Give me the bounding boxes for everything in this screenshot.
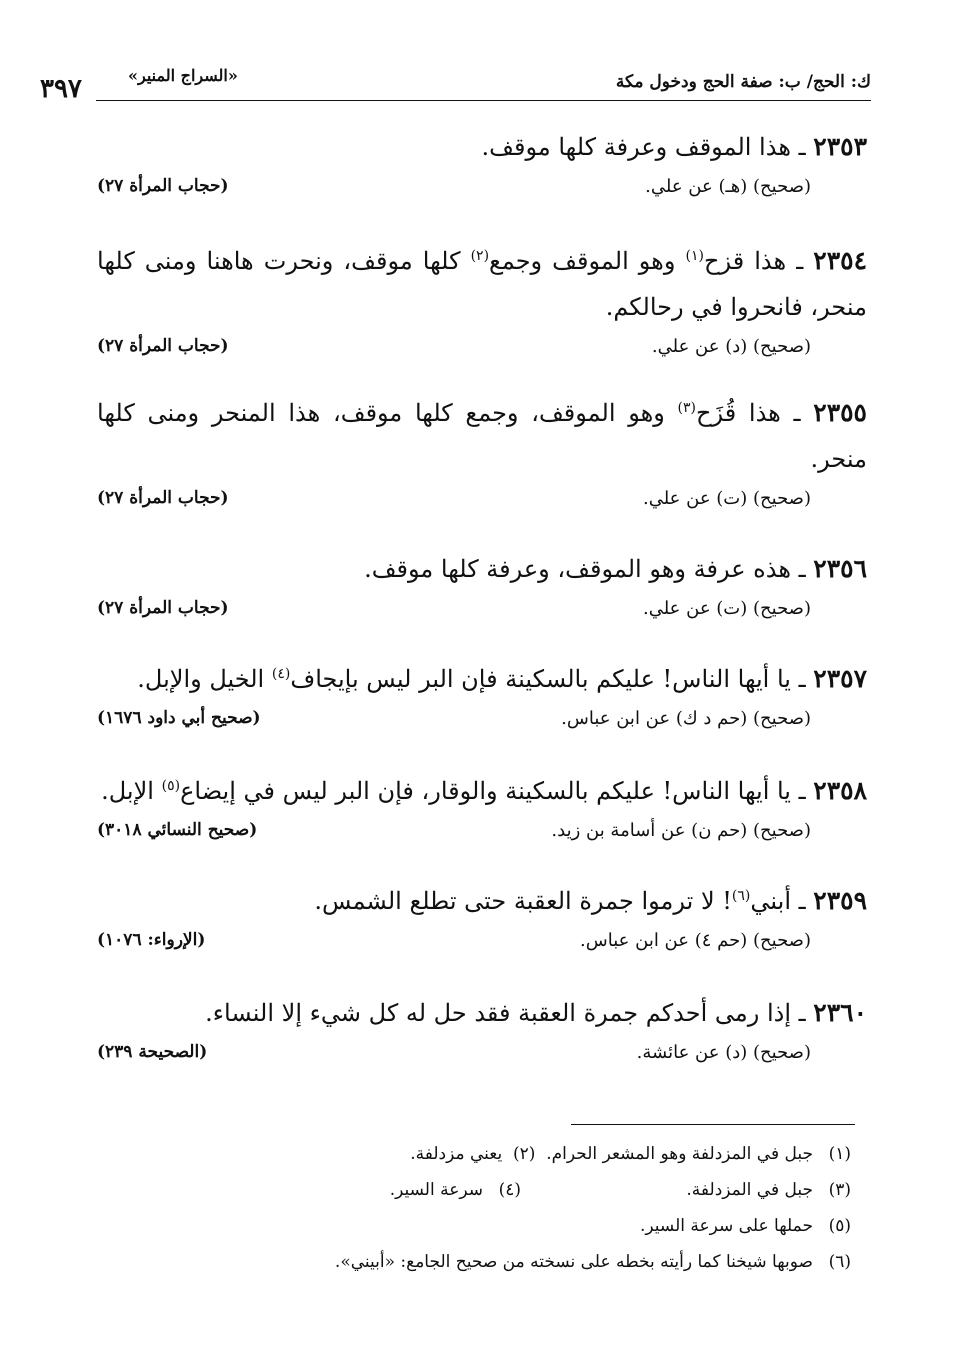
footnote-ref: (٣) (677, 400, 697, 416)
hadith-grade: (صحيح) (د) عن عائشة. (636, 1042, 811, 1063)
hadith-meta (97, 336, 867, 370)
page-number: ٣٩٧ (40, 74, 82, 104)
hadith-source: (الإرواء: ١٠٧٦) (97, 930, 206, 950)
hadith-source: (حجاب المرأة ٢٧) (97, 488, 229, 508)
footnote-number: (١) (828, 1144, 851, 1164)
footnote-number: (٣) (828, 1180, 851, 1200)
hadith-grade: (صحيح) (حم د ك) عن ابن عباس. (561, 708, 811, 729)
hadith-number: ٢٣٥٣ (813, 132, 867, 161)
hadith-entry (97, 124, 867, 210)
footnote-ref: (٤) (271, 666, 291, 682)
hadith-meta (97, 930, 867, 964)
footnote-number: (٦) (828, 1252, 851, 1272)
footnote-ref: (١) (685, 248, 704, 264)
hadith-body: هذا قزح (703, 247, 787, 275)
footnote-line (131, 1136, 851, 1172)
hadith-source: (حجاب المرأة ٢٧) (97, 176, 229, 196)
hadith-body: وهو الموقف وجمع (489, 247, 686, 275)
hadith-text: ٢٣٥٧ ـ يا أيها الناس! عليكم بالسكينة فإن البر ليس بإيجاف$^{(٤)}$ الخيل والإبل. (137, 664, 867, 693)
hadith-meta (97, 488, 867, 522)
hadith-entry (97, 656, 867, 742)
hadith-number: ٢٣٥٧ (813, 664, 867, 693)
hadith-number: ٢٣٥٨ (813, 776, 867, 805)
hadith-body: كلها موقف، ونحرت هاهنا ومنى كلها منحر، فانحروا في رحالكم. (97, 247, 867, 321)
hadith-entry (97, 546, 867, 632)
hadith-text: ٢٣٥٦ ـ هذه عرفة وهو الموقف، وعرفة كلها موقف. (364, 554, 867, 583)
hadith-grade: (صحيح) (د) عن علي. (651, 336, 811, 357)
footnote-number: (٢) (513, 1144, 536, 1164)
footnote-text: حملها على سرعة السير. (640, 1216, 813, 1236)
footnote-ref: (٦) (731, 888, 751, 904)
hadith-body: إذا رمى أحدكم جمرة العقبة فقد حل له كل شيء إلا النساء. (205, 999, 791, 1027)
hadith-meta (97, 598, 867, 632)
hadith-source: (صحيح أبي داود ١٦٧٦) (97, 708, 261, 728)
footnote-ref: (٥) (161, 778, 181, 794)
hadith-grade: (صحيح) (حم ن) عن أسامة بن زيد. (551, 820, 811, 841)
hadith-grade: (صحيح) (ت) عن علي. (642, 488, 811, 509)
hadith-body: وهو الموقف، وجمع كلها موقف، هذا المنحر ومنى كلها منحر. (97, 399, 867, 473)
hadith-meta (97, 176, 867, 210)
hadith-meta (97, 820, 867, 854)
footnote-text: سرعة السير. (389, 1180, 483, 1200)
hadith-meta (97, 1042, 867, 1076)
hadith-meta (97, 708, 867, 742)
hadith-body: هذه عرفة وهو الموقف، وعرفة كلها موقف. (364, 555, 791, 583)
footnote-ref: (٢) (470, 248, 490, 264)
hadith-entry (97, 768, 867, 854)
hadith-body: ! لا ترموا جمرة العقبة حتى تطلع الشمس. (314, 887, 732, 915)
hadith-text: ٢٣٥٤ ـ هذا قزح$^{(١)}$ وهو الموقف وجمع$^{(٢)}$ كلها موقف، ونحرت هاهنا ومنى كلها منحر، فانحروا في رحالكم. (97, 246, 867, 321)
footnote-line (131, 1172, 851, 1208)
footnote-text: جبل في المزدلفة. (686, 1180, 813, 1200)
hadith-body: هذا الموقف وعرفة كلها موقف. (481, 133, 791, 161)
hadith-number: ٢٣٦٠ (813, 998, 867, 1027)
footnotes (131, 1136, 851, 1280)
running-header (40, 66, 871, 104)
footnote-number: (٤) (498, 1180, 521, 1200)
hadith-grade: (صحيح) (ت) عن علي. (642, 598, 811, 619)
footnote-number: (٥) (828, 1216, 851, 1236)
footnote-second (390, 1172, 521, 1208)
hadith-number: ٢٣٥٦ (813, 554, 867, 583)
hadith-source: (حجاب المرأة ٢٧) (97, 336, 229, 356)
footnote-line (131, 1244, 851, 1280)
hadith-body: هذا قُزَح (696, 399, 781, 427)
hadith-body: الإبل. (101, 777, 162, 805)
footnote-text: جبل في المزدلفة وهو المشعر الحرام. (546, 1144, 813, 1164)
hadith-source: (صحيح النسائي ٣٠١٨) (97, 820, 258, 840)
hadith-text: ٢٣٦٠ ـ إذا رمى أحدكم جمرة العقبة فقد حل له كل شيء إلا النساء. (205, 998, 867, 1027)
footnote-text: يعني مزدلفة. (410, 1144, 503, 1164)
book-title: «السراج المنير» (128, 66, 238, 85)
hadith-body: أبني (750, 887, 791, 915)
footnote-line (131, 1208, 851, 1244)
hadith-entry (97, 390, 867, 522)
hadith-text: ٢٣٥٨ ـ يا أيها الناس! عليكم بالسكينة والوقار، فإن البر ليس في إيضاع$^{(٥)}$ الإبل. (101, 776, 867, 805)
hadith-body: الخيل والإبل. (137, 665, 272, 693)
hadith-grade: (صحيح) (هـ) عن علي. (645, 176, 811, 197)
hadith-number: ٢٣٥٤ (813, 246, 867, 275)
hadith-source: (الصحيحة ٢٣٩) (97, 1042, 208, 1062)
hadith-number: ٢٣٥٥ (813, 398, 867, 427)
hadith-entry (97, 878, 867, 964)
hadith-entry (97, 238, 867, 370)
footnote-divider (571, 1124, 855, 1125)
hadith-grade: (صحيح) (حم ٤) عن ابن عباس. (580, 930, 811, 951)
hadith-entry (97, 990, 867, 1076)
header-divider (96, 100, 871, 101)
hadith-source: (حجاب المرأة ٢٧) (97, 598, 229, 618)
hadith-text: ٢٣٥٣ ـ هذا الموقف وعرفة كلها موقف. (481, 132, 867, 161)
hadith-body: يا أيها الناس! عليكم بالسكينة والوقار، فإن البر ليس في إيضاع (180, 777, 791, 805)
hadith-body: يا أيها الناس! عليكم بالسكينة فإن البر ليس بإيجاف (290, 665, 791, 693)
chapter-title: ك: الحج/ ب: صفة الحج ودخول مكة (615, 72, 871, 92)
hadith-text: ٢٣٥٥ ـ هذا قُزَح$^{(٣)}$ وهو الموقف، وجمع كلها موقف، هذا المنحر ومنى كلها منحر. (97, 398, 867, 473)
hadith-text: ٢٣٥٩ ـ أبني$^{(٦)}$! لا ترموا جمرة العقبة حتى تطلع الشمس. (314, 886, 867, 915)
hadith-number: ٢٣٥٩ (813, 886, 867, 915)
footnote-text: صوبها شيخنا كما رأيته بخطه على نسخته من صحيح الجامع: «أبيني». (334, 1252, 813, 1272)
